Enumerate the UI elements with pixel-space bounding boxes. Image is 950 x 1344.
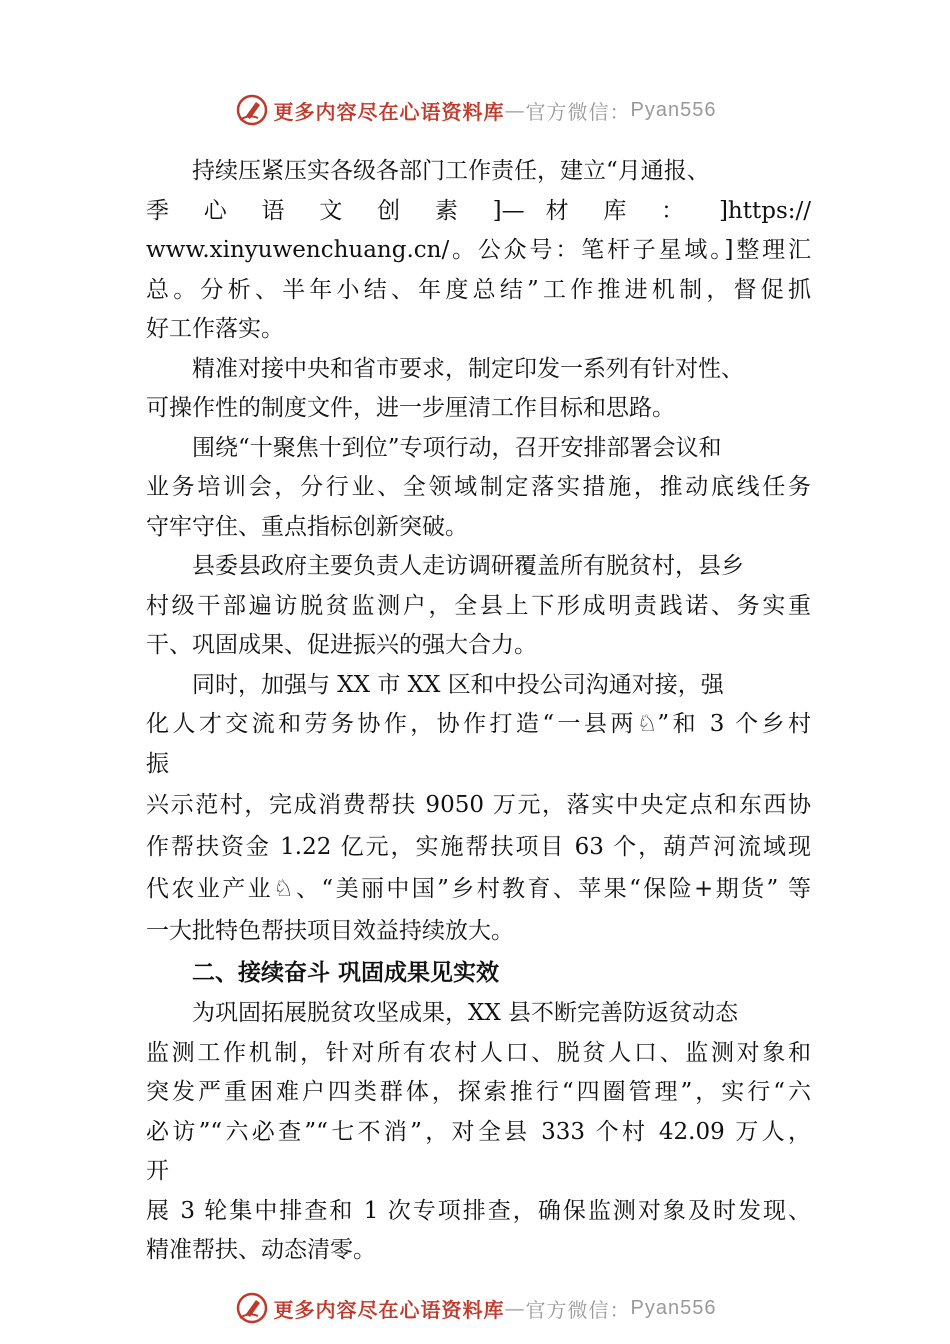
section-heading: 二、接续奋斗 巩固成果见实效: [192, 960, 500, 986]
paragraph-4-end: [146, 626, 811, 666]
text-line: 展 3 轮集中排查和 1 次专项排查，确保监测对象及时发现、: [146, 1197, 811, 1224]
text-line: 必访”“六必查”“七不消”，对全县 333 个村 42.09 万人，: [146, 1118, 811, 1145]
paragraph-6: [146, 994, 811, 1034]
text-line: 突发严重困难户四类群体，探索推行“四圈管理”，实行“六: [146, 1079, 811, 1105]
logo-icon: [234, 92, 270, 128]
text-line: 可操作性的制度文件，进一步厘清工作目标和思路。: [146, 395, 675, 421]
text-line: 振: [146, 750, 169, 777]
paragraph-6-break: [146, 1152, 811, 1192]
text-line: 守牢守住、重点指标创新突破。: [146, 513, 468, 540]
paragraph-4: [146, 547, 811, 587]
text-line: 县委县政府主要负责人走访调研覆盖所有脱贫村，县乡: [192, 553, 744, 579]
paragraph-6-cont2: [146, 1073, 811, 1113]
paragraph-3-end: [146, 508, 811, 548]
banner-title: 更多内容尽在心语资料库: [273, 99, 505, 124]
text-line: 业务培训会，分行业、全领域制定落实措施，推动底线任务: [146, 474, 811, 500]
paragraph-1: [146, 152, 811, 192]
paragraph-5: [146, 666, 811, 706]
paragraph-6-cont3: [146, 1113, 811, 1153]
text-line: 围绕“十聚焦十到位”专项行动，召开安排部署会议和: [192, 434, 722, 461]
paragraph-5-cont3: [146, 826, 811, 868]
paragraph-5-cont4: [146, 868, 811, 910]
text-line: 总。分析、半年小结、年度总结”工作推进机制，督促抓: [146, 276, 811, 303]
text-line: 一大批特色帮扶项目效益持续放大。: [146, 918, 514, 944]
paragraph-2: [146, 350, 811, 390]
paragraph-1-cont: [146, 271, 811, 311]
text-line: 监测工作机制，针对所有农村人口、脱贫人口、监测对象和: [146, 1039, 811, 1066]
banner-dash: —: [504, 1296, 526, 1320]
paragraph-5-break: [146, 745, 811, 785]
paragraph-6-cont: [146, 1034, 811, 1074]
text-line: 季 心 语 文 创 素 ]— 材 库 ： ]https://: [146, 197, 811, 224]
logo-icon: [234, 1290, 270, 1326]
paragraph-6-cont4: [146, 1192, 811, 1232]
paragraph-3-cont: [146, 468, 811, 508]
banner-wechat-id: Pyan556: [630, 98, 717, 121]
banner-wechat-label: 官方微信：: [525, 1297, 631, 1322]
footer-banner: [0, 1290, 950, 1326]
header-banner: [0, 92, 950, 128]
paragraph-6-end: [146, 1231, 811, 1271]
document-body: [146, 152, 811, 1271]
text-line: 村级干部遍访脱贫监测户，全县上下形成明责践诺、务实重: [146, 592, 811, 619]
text-line: www.xinyuwenchuang.cn/。公众号：笔杆子星域。]整理汇: [146, 237, 811, 263]
text-line: 精准对接中央和省市要求，制定印发一系列有针对性、: [192, 355, 744, 382]
text-line: 同时，加强与 XX 市 XX 区和中投公司沟通对接，强: [192, 671, 724, 698]
paragraph-4-cont: [146, 587, 811, 627]
banner-wechat-id: Pyan556: [630, 1296, 717, 1319]
paragraph-5-end: [146, 910, 811, 952]
paragraph-2-end: [146, 389, 811, 429]
text-line: 作帮扶资金 1.22 亿元，实施帮扶项目 63 个，葫芦河流域现: [146, 834, 811, 860]
text-line: 化人才交流和劳务协作，协作打造“一县两♘”和 3 个乡村: [146, 711, 811, 737]
paragraph-3: [146, 429, 811, 469]
paragraph-1-url: [146, 231, 811, 271]
banner-title: 更多内容尽在心语资料库: [273, 1297, 505, 1322]
text-line: 干、巩固成果、促进振兴的强大合力。: [146, 632, 537, 658]
text-line: 为巩固拓展脱贫攻坚成果，XX 县不断完善防返贫动态: [192, 1000, 739, 1026]
text-line: 精准帮扶、动态清零。: [146, 1237, 376, 1263]
text-line: 代农业产业♘、“美丽中国”乡村教育、苹果“保险+期货” 等: [146, 876, 811, 902]
banner-wechat-label: 官方微信：: [525, 99, 631, 124]
text-line: 好工作落实。: [146, 316, 284, 342]
paragraph-5-cont: [146, 705, 811, 745]
text-line: 开: [146, 1158, 169, 1184]
paragraph-1-end: [146, 310, 811, 350]
paragraph-5-cont2: [146, 784, 811, 826]
text-line: 持续压紧压实各级各部门工作责任，建立“月通报、: [192, 158, 710, 184]
banner-dash: —: [504, 98, 526, 122]
paragraph-1-spread: [146, 192, 811, 232]
text-line: 兴示范村，完成消费帮扶 9050 万元，落实中央定点和东西协: [146, 792, 811, 818]
